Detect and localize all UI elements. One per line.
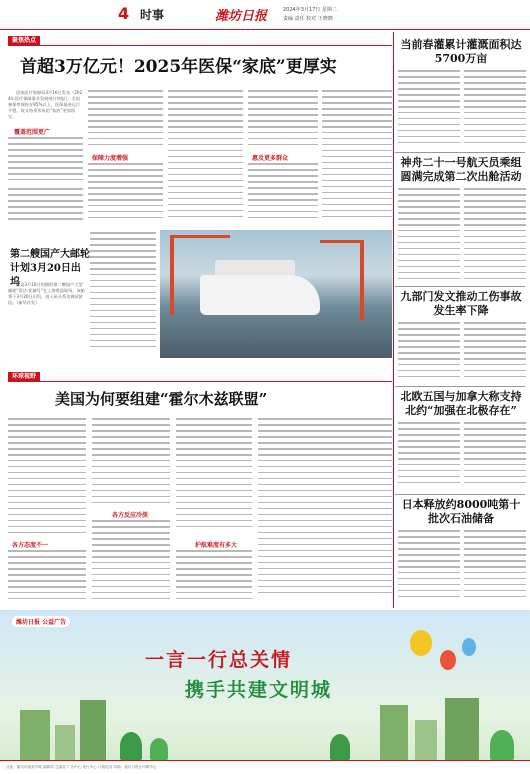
right-divider-2 — [395, 286, 525, 287]
side-story-headline: 第二艘国产大邮轮计划3月20日出坞 — [10, 249, 90, 288]
crane-arm-right — [320, 240, 364, 243]
section-tag-focus: 聚焦热点 — [8, 36, 40, 45]
lead-body-col4b — [248, 163, 318, 227]
column-divider — [393, 32, 394, 608]
global-subhead-2: 各方反应冷淡 — [112, 512, 149, 519]
right-divider-4 — [395, 494, 525, 495]
building — [415, 720, 437, 760]
side-story-text: 这是3月16日拍摄的第二艘国产大型邮轮“爱达·花城号”在上海建造现场，该船将于3月20日出坞，进入码头系泊调试阶段。（新华社发） — [8, 282, 85, 306]
tree — [120, 732, 142, 760]
banner-logo: 潍坊日报 公益广告 — [12, 616, 70, 627]
global-body-col1b — [8, 550, 86, 605]
page-footer: 社址：潍坊市潍县中路 编辑部 总编室 广告中心 发行中心 订阅电话 印刷：潍坊日报社印刷中心 — [0, 760, 530, 774]
right-body-3a — [398, 322, 460, 382]
section-rule-global — [8, 381, 392, 382]
balloon-blue — [462, 638, 476, 656]
global-subhead-3: 护航难度有多大 — [195, 542, 238, 549]
crane-left — [170, 235, 174, 315]
issue-date: 2024年3月17日 星期二 — [283, 7, 337, 13]
right-divider-1 — [395, 152, 525, 153]
banner-slogan-2: 携手共建文明城 — [185, 679, 333, 701]
right-divider-3 — [395, 386, 525, 387]
right-headline-2: 神舟二十一号航天员乘组圆满完成第二次出舱活动 — [400, 156, 522, 183]
lead-subhead-3: 惠及更多群众 — [252, 155, 289, 162]
cruise-ship-photo — [160, 230, 392, 358]
lead-body-col2b — [88, 163, 163, 227]
right-body-5a — [398, 530, 460, 606]
crane-arm-left — [170, 235, 230, 238]
side-story-body — [90, 232, 156, 356]
staff-credits: 责编 责任 校对 王晓晓 — [283, 16, 333, 22]
global-body-col3a — [176, 418, 252, 536]
lead-body-col1a — [8, 137, 83, 185]
right-body-4b — [464, 422, 526, 492]
global-body-col4 — [258, 418, 392, 605]
balloon-red — [440, 650, 456, 670]
section-rule — [8, 45, 392, 46]
global-headline: 美国为何要组建“霍尔木兹联盟” — [55, 390, 268, 408]
building — [20, 710, 50, 760]
public-service-banner — [0, 610, 530, 760]
page-number: 4 — [118, 4, 130, 23]
tree — [330, 734, 350, 760]
global-body-col1a — [8, 418, 86, 538]
ship-hull — [200, 275, 320, 315]
banner-slogan-1: 一言一行总关情 — [145, 649, 293, 671]
global-body-col2b — [92, 520, 170, 605]
right-headline-3: 九部门发文推动工伤事故发生率下降 — [400, 290, 522, 317]
right-headline-1: 当前春灌累计灌溉面积达5700万亩 — [400, 38, 522, 65]
right-body-2a — [398, 188, 460, 284]
tree — [490, 730, 514, 760]
right-body-1b — [464, 70, 526, 150]
right-body-5b — [464, 530, 526, 606]
global-body-col3b — [176, 550, 252, 605]
crane-right — [360, 240, 364, 320]
newspaper-logo: 潍坊日报 — [215, 9, 268, 24]
lead-subhead-1: 覆盖范围更广 — [14, 129, 51, 136]
lead-body-col4a — [248, 90, 318, 150]
lead-subhead-2: 保障力度增强 — [92, 155, 129, 162]
lead-body-col5 — [322, 90, 392, 227]
global-body-col2a — [92, 418, 170, 508]
section-name: 时事 — [140, 8, 165, 22]
right-body-4a — [398, 422, 460, 492]
right-body-2b — [464, 188, 526, 284]
building — [55, 725, 75, 760]
section-tag-global: 环球视野 — [8, 372, 40, 381]
balloon-yellow — [410, 630, 432, 656]
tree — [150, 738, 168, 760]
lead-body-col2a — [88, 90, 163, 150]
right-body-1a — [398, 70, 460, 150]
building — [445, 698, 479, 760]
right-headline-4: 北欧五国与加拿大称支持北约“加强在北极存在” — [400, 390, 522, 417]
building — [380, 705, 408, 760]
right-headline-5: 日本释放约8000吨第十批次石油储备 — [401, 498, 521, 525]
building — [80, 700, 106, 760]
lead-body-col3 — [168, 90, 243, 227]
global-subhead-1: 各方态度不一 — [12, 542, 49, 549]
right-body-3b — [464, 322, 526, 382]
lead-headline: 首超3万亿元！2025年医保“家底”更厚实 — [20, 57, 337, 77]
lead-body-col1b — [8, 188, 83, 228]
lead-intro: 国家医疗保障局3月16日发布《2024年医疗保障事业发展统计快报》，全国参保率保持在95%以上，医保基金运行平稳，收支结余形成的“家底”更加厚实。 — [8, 90, 83, 120]
page-header — [0, 0, 530, 30]
